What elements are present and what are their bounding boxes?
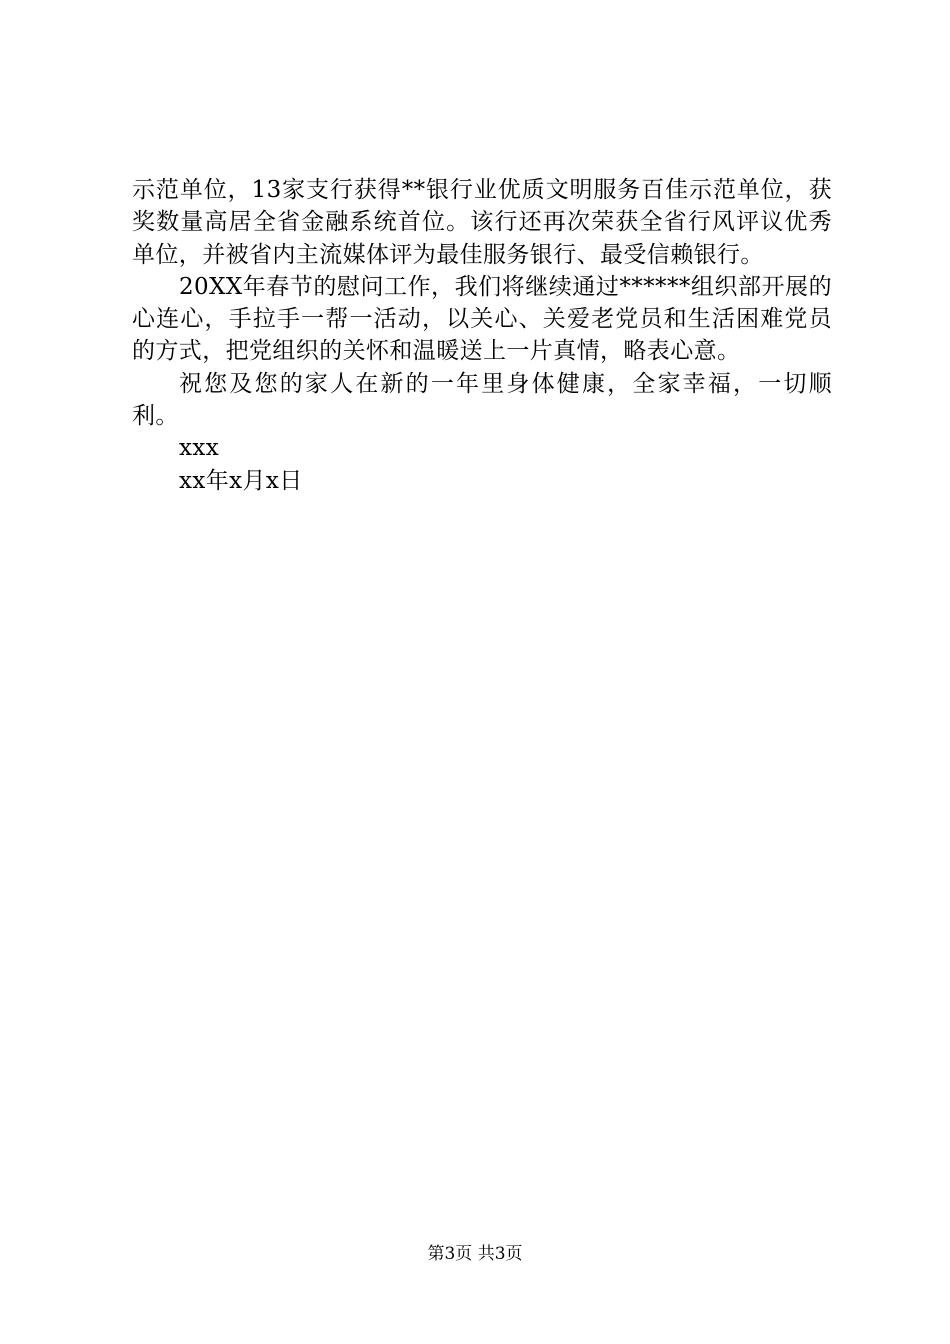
page-number: 第3页 共3页 <box>427 1244 523 1264</box>
paragraph-blessing: 祝您及您的家人在新的一年里身体健康，全家幸福，一切顺利。 <box>132 370 832 430</box>
signature: xxx <box>179 435 220 462</box>
date-line: xx年x月x日 <box>179 467 303 494</box>
paragraph-continuation: 示范单位，13家支行获得**银行业优质文明服务百佳示范单位，获奖数量高居全省金融系统首位。该行还再次荣获全省行风评议优秀单位，并被省内主流媒体评为最佳服务银行、最受信赖银行。 <box>132 177 832 268</box>
paragraph-spring-festival: 20XX年春节的慰问工作，我们将继续通过******组织部开展的心连心，手拉手一帮一活动，以关心、关爱老党员和生活困难党员的方式，把党组织的关怀和温暖送上一片真情，略表心意。 <box>132 273 832 365</box>
document-body <box>132 174 832 497</box>
page-footer <box>0 1242 950 1266</box>
